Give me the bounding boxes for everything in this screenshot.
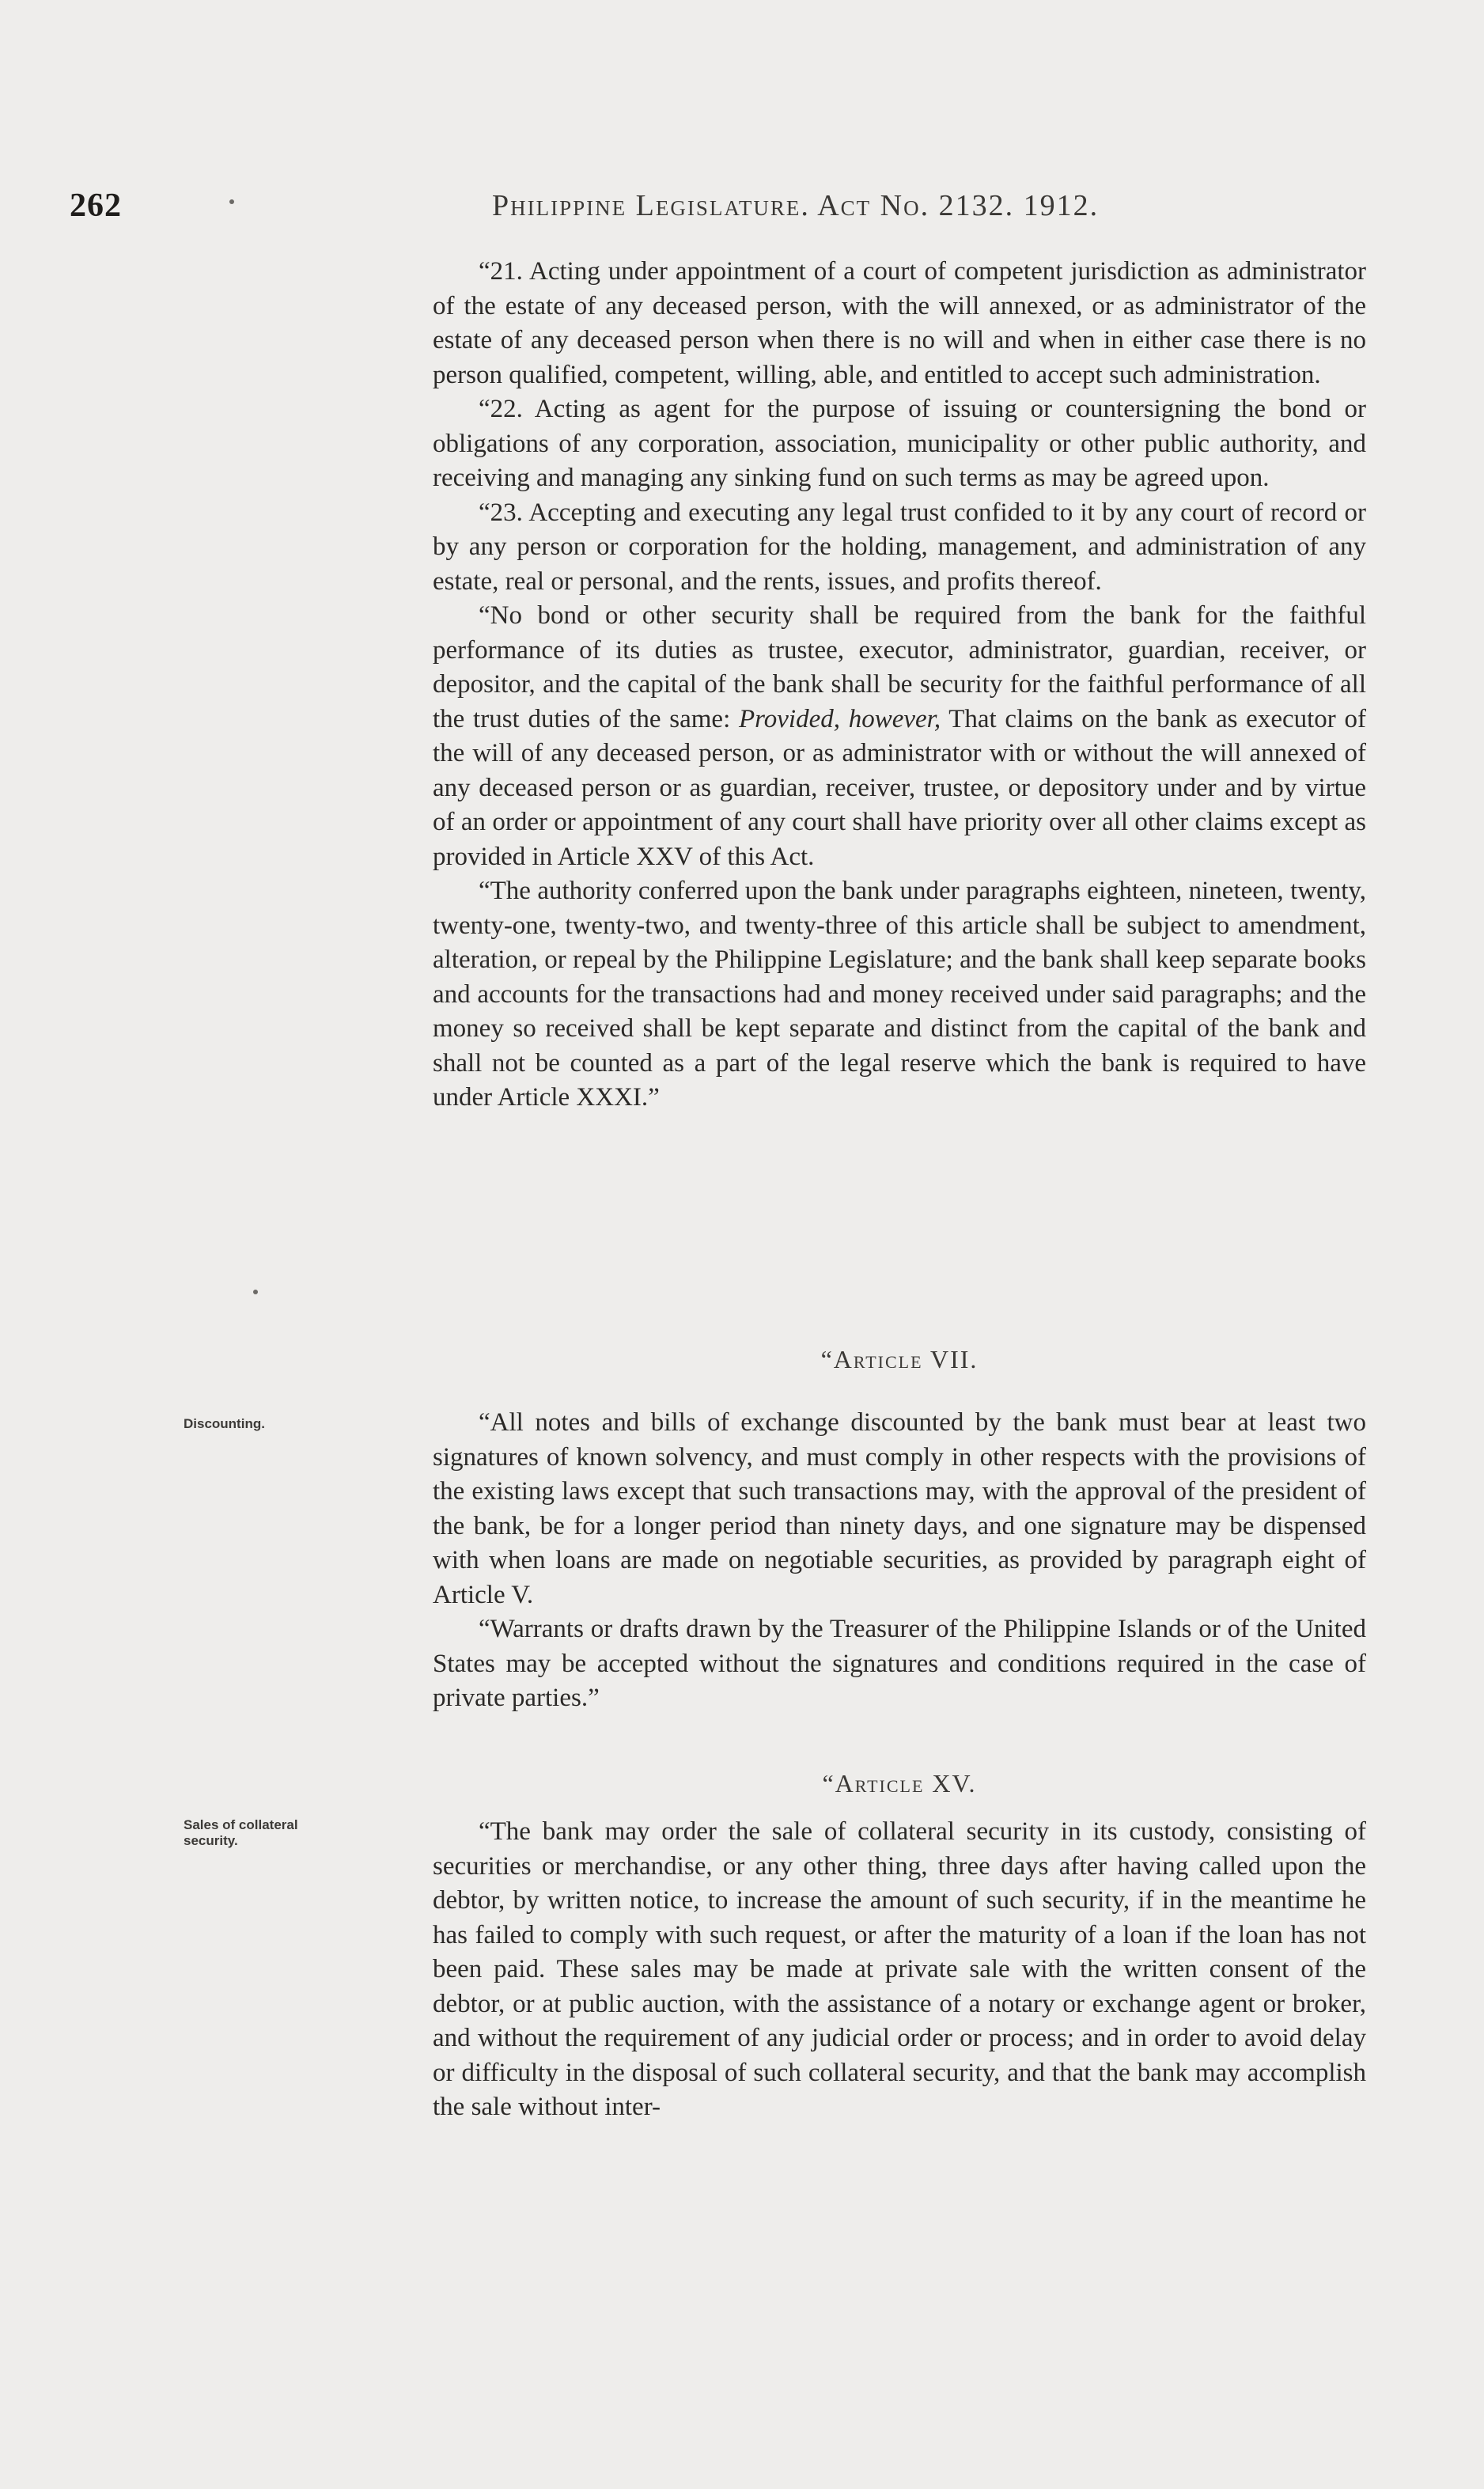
- paragraph-21: “21. Acting under appointment of a court of competent jurisdiction as administrator of the estate of any deceased person, with the will annexed, or as administrator of the estate of any deceased person when there is no will and when in either case there is no person qualified, competent, willing, able, and entitled to accept such administration.: [433, 257, 1366, 389]
- running-head: Philippine Legislature. Act No. 2132. 1912.: [492, 189, 1100, 222]
- authority-paragraph: “The authority conferred upon the bank under paragraphs eighteen, nineteen, twenty, twenty-one, twenty-two, and twenty-three of this article shall be subject to amendment, alteration, or repeal by the Philippine Legislature; and the bank shall keep separate books and accounts for the transactions had and money received under said paragraphs; and the money so received shall be kept separate and distinct from the capital of the bank and shall not be counted as a part of the legal reserve which the bank is required to have under Article XXXI.”: [433, 877, 1366, 1112]
- paragraph-22: “22. Acting as agent for the purpose of issuing or countersigning the bond or obligations of any corporation, association, municipality or other public authority, and receiving and managing any sinking fund on such terms as may be agreed upon.: [433, 395, 1366, 492]
- discounting-paragraph: “All notes and bills of exchange discounted by the bank must bear at least two signatures of known solvency, and must comply in other respects with the provisions of the existing laws except that such transactions may, with the approval of the president of the bank, be for a longer period than ninety days, and one signature may be dispensed with when loans are made on negotiable securities, as provided by paragraph eight of Article V.: [433, 1408, 1366, 1609]
- sidenote-sales-of-collateral: Sales of collateral security.: [184, 1817, 298, 1848]
- article-xv-heading: “Article XV.: [822, 1769, 977, 1798]
- article-vii-heading: “Article VII.: [820, 1345, 979, 1373]
- warrants-paragraph: “Warrants or drafts drawn by the Treasurer of the Philippine Islands or of the United States may be accepted without the signatures and conditions required in the case of private parties.”: [433, 1615, 1366, 1712]
- sidenote-discounting: Discounting.: [184, 1416, 265, 1431]
- article-vii-body: [433, 1406, 1366, 1716]
- page-number: 262: [70, 188, 122, 224]
- bond-paragraph-text: “No bond or other security shall be required from the bank for the faithful performance of its duties as trustee, executor, administrator, guardian, receiver, or depositor, and the capital of the bank shall be security for the faithful performance of all the trust duties of the same:: [433, 601, 1366, 733]
- paragraph-23: “23. Accepting and executing any legal trust confided to it by any court of record or by any person or corporation for the holding, management, and administration of any estate, real or personal, and the rents, issues, and profits thereof.: [433, 498, 1366, 596]
- article-xv-body: [433, 1815, 1366, 2125]
- scan-speck: [253, 1290, 258, 1294]
- bond-security-paragraph: [433, 599, 1366, 874]
- trust-powers-section: [433, 255, 1366, 1116]
- bond-paragraph-continuation: That claims on the bank as executor of the will of any deceased person, or as administrator with or without the will annexed of any deceased person or as guardian, receiver, trustee, or depository under and by virtue of an order or appointment of any court shall have priority over all other claims except as provided in Article XXV of this Act.: [433, 704, 1367, 871]
- collateral-sale-paragraph: “The bank may order the sale of collateral security in its custody, consisting of securities or merchandise, or any other thing, three days after having called upon the debtor, by written notice, to increase the amount of such security, if in the meantime he has failed to comply with such request, or after the maturity of a loan if the loan has not been paid. These sales may be made at private sale with the written consent of the debtor, or at public auction, with the assistance of a notary or exchange agent or broker, and without the requirement of any judicial order or process; and in order to avoid delay or difficulty in the disposal of such collateral security, and that the bank may accomplish the sale without inter-: [433, 1817, 1366, 2121]
- proviso-text: Provided, however,: [738, 704, 941, 733]
- scan-speck: [229, 199, 234, 204]
